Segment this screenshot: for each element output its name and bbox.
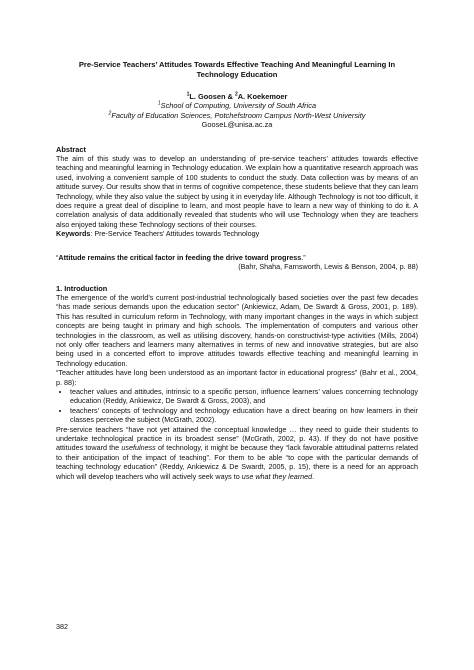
epigraph-quote bbox=[56, 253, 418, 262]
p3-emphasis-1: usefulness bbox=[121, 443, 156, 453]
p3-emphasis-2: use what they learned bbox=[241, 471, 313, 481]
section-heading-introduction: 1. Introduction bbox=[56, 283, 108, 293]
affiliation-2 bbox=[56, 111, 418, 120]
p3-part-a: Pre-service teachers “have not yet attained the conceptual knowledge … they need to guide their students to undertake technological practice in its broadest sense” (McGrath, 2002, p. 43). If they do not have positive attitudes toward the bbox=[56, 424, 418, 453]
abstract-heading: Abstract bbox=[56, 144, 86, 154]
intro-bullet-list bbox=[56, 387, 418, 425]
aff2-sup: 2 bbox=[108, 110, 112, 117]
aff1-text: School of Computing, University of South Africa bbox=[160, 101, 317, 111]
author1-sup: 1 bbox=[186, 91, 190, 98]
p3-part-b: of technology, it might be because they “lack favorable attitudinal patterns related to their anticipation of the impact of teaching”. For them to be able “to cope with the particular demands of teaching technology education” (Reddy, Ankiewicz & De Swardt, 2005, p. 15), there is a need for an approach which will develop teachers who will actively seek ways to bbox=[56, 443, 418, 481]
list-item: • teacher values and attitudes, intrinsic to a specific person, influence learners’ values concerning technology education (Reddy, Ankiewicz, De Swardt & Gross, 2003), and bbox=[70, 387, 418, 406]
title-line-2: Technology Education bbox=[196, 70, 278, 79]
author1-name: L. Goosen & bbox=[189, 92, 235, 101]
author2-sup: 2 bbox=[234, 91, 238, 98]
intro-paragraph-3 bbox=[56, 425, 418, 481]
list-item: • teachers’ concepts of technology and technology education have a direct bearing on how learners in their classes perceive the subject (McGrath, 2002). bbox=[70, 406, 418, 425]
quote-close: .” bbox=[301, 252, 306, 262]
title-line-1: Pre-Service Teachers’ Attitudes Towards Effective Teaching And Meaningful Learning In bbox=[78, 60, 396, 69]
aff2-text: Faculty of Education Sciences, Potchefstroom Campus North-West University bbox=[111, 110, 366, 120]
intro-paragraph-1: The emergence of the world’s current post-industrial technologically based societies over the past few decades “has made serious demands upon the education sector” (Ankiewicz, Adam, De Swardt & Gross, 2001, p. 189). This has resulted in curriculum reform in Technology, with many important changes in the ways in which subject concepts are being taught in primary and high schools. The implementation of computers and various other technologies in the classroom, as well as utilising discovery, hands-on constructivist-type activities (Mills, 2004) not only offer teachers and learners many alternatives in terms of new and innovative strategies, but are also being used in a concerted effort to improve attitudes towards effective teaching and meaningful learning in Technology education. bbox=[56, 292, 418, 368]
quote-text: Attitude remains the critical factor in feeding the drive toward progress bbox=[58, 252, 302, 262]
abstract-body: The aim of this study was to develop an understanding of pre-service teachers’ attitudes towards effective teaching and meaningful learning in Technology education. We explain how a quantitative research approach was used, involving a convenient sample of 100 students to conduct the study. Data collection was by means of an attitude survey. Our results show that in terms of cognitive competence, these students believe that they can learn Technology, while they also value the subject by using it in everyday life. Although Technology is not too difficult, it does require a great deal of discipline to learn, and most people have to learn a new way of thinking to do it. A correlation analysis of data additionally revealed that students who will use Technology when they are teachers also enjoyed taking these Technology sections of their courses. bbox=[56, 154, 418, 229]
intro-paragraph-2: “Teacher attitudes have long been understood as an important factor in educational progress” (Bahr et al., 2004, p. 88): bbox=[56, 368, 418, 387]
author2-name: A. Koekemoer bbox=[237, 92, 288, 101]
page-number: 382 bbox=[56, 622, 68, 631]
paper-title bbox=[56, 60, 418, 80]
paper-page bbox=[56, 60, 418, 481]
keywords-label: Keywords bbox=[56, 229, 91, 239]
p3-part-c: . bbox=[312, 471, 315, 481]
aff1-sup: 1 bbox=[157, 100, 161, 107]
keywords-line bbox=[56, 229, 418, 238]
author-names bbox=[56, 92, 418, 101]
author-block bbox=[56, 92, 418, 130]
quote-open: “ bbox=[56, 252, 59, 262]
epigraph-citation: (Bahr, Shaha, Farnsworth, Lewis & Benson, 2004, p. 88) bbox=[238, 262, 418, 272]
keywords-text: : Pre-Service Teachers’ Attitudes towards Technology bbox=[90, 229, 260, 239]
author-email[interactable]: GooseL@unisa.ac.za bbox=[201, 120, 273, 130]
